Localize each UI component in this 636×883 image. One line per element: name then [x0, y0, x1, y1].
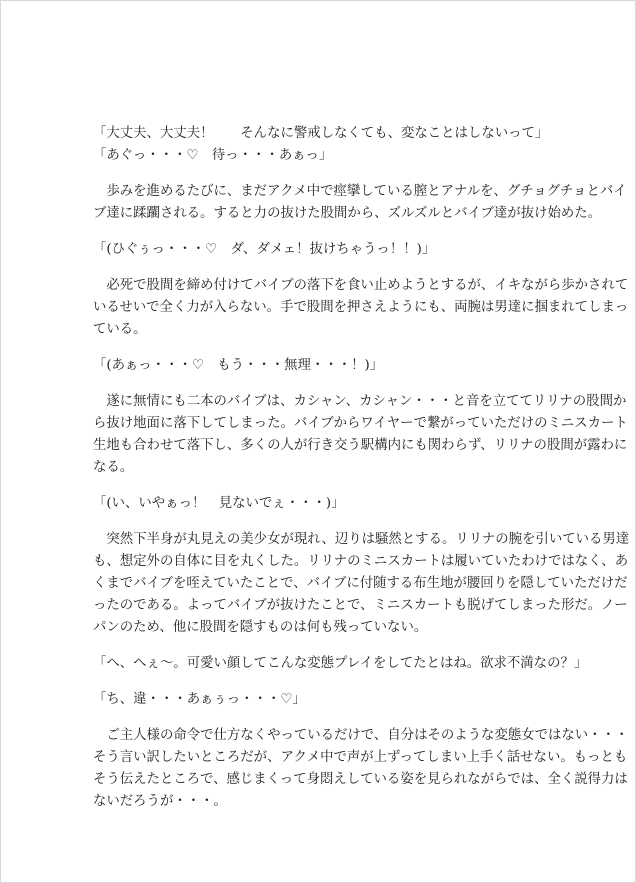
- text-line: ったのである。よってバイブが抜けたことで、ミニスカートも脱げてしまった形だ。ノー: [93, 598, 628, 613]
- text-line: 突然下半身が丸見えの美少女が現れ、辺りは騒然とする。リリナの腕を引いている男達: [93, 532, 630, 547]
- paragraph: [93, 123, 563, 167]
- text-line: 歩みを進めるたびに、まだアクメ中で痙攣している膣とアナルを、グチョグチョとバイ: [93, 184, 627, 199]
- paragraph: [93, 391, 628, 479]
- text-line: も、想定外の自体に目を丸くした。リリナのミニスカートは履いていたわけではなく、あ: [93, 554, 629, 569]
- text-line: 「(ひぐぅっ・・・♡ ダ、ダメェ！抜けちゃうっ！！)」: [93, 242, 436, 257]
- text-line: 「ち、違・・・あぁぅっ・・・♡」: [93, 692, 306, 707]
- text-line: 生地も合わせて落下し、多くの人が行き交う駅構内にも関わらず、リリナの股間が露わに: [93, 438, 628, 453]
- paragraph: [93, 653, 588, 675]
- text-line: いるせいで全く力が入らない。手で股間を押さえようにも、両腕は男達に掴まれてしまっ: [93, 300, 629, 315]
- text-line: 必死で股間を締め付けてバイブの落下を食い止めようとするが、イキながら歩かされて: [93, 278, 629, 293]
- text-line: パンのため、他に股間を隠すものは何も残っていない。: [93, 620, 428, 635]
- paragraph: [93, 689, 563, 711]
- text-line: 遂に無情にも二本のバイブは、カシャン、カシャン・・・と音を立ててリリナの股間か: [93, 394, 627, 409]
- text-line: 「あぐっ・・・♡ 待っ・・・あぁっ」: [93, 148, 333, 163]
- paragraph: [93, 239, 563, 261]
- text-line: 「(い、いやぁっ！ 見ないでぇ・・・)」: [93, 496, 345, 511]
- text-line: 「へ、へぇ～。可愛い顔してこんな変態プレイをしてたとはね。欲求不満なの？」: [93, 656, 588, 671]
- text-line: くまでバイブを咥えていたことで、バイブに付随する布生地が腰回りを隠していただけだ: [93, 576, 628, 591]
- text-line: ご主人様の命令で仕方なくやっているだけで、自分はそのような変態女ではない・・・: [93, 728, 629, 743]
- text-line: なる。: [93, 460, 134, 475]
- paragraph: [93, 529, 630, 639]
- text-line: そう伝えたところで、感じまくって身悶えしている姿を見られながらでは、全く説得力は: [93, 772, 628, 787]
- body-text: [93, 123, 630, 827]
- paragraph: [93, 493, 563, 515]
- text-line: ら抜け地面に落下してしまった。バイブからワイヤーで繋がっていただけのミニスカート: [93, 416, 628, 431]
- text-line: 「(あぁっ・・・♡ もう・・・無理・・・！)」: [93, 358, 384, 373]
- text-line: ブ達に蹂躙される。すると力の抜けた股間から、ズルズルとバイブ達が抜け始めた。: [93, 206, 602, 221]
- paragraph: [93, 275, 629, 341]
- paragraph: [93, 355, 563, 377]
- text-line: ている。: [93, 322, 147, 337]
- text-line: そう言い訳したいところだが、アクメ中で声が上ずってしまい上手く話せない。もっとも: [93, 750, 628, 765]
- paragraph: [93, 725, 629, 813]
- text-line: ないだろうが・・・。: [93, 794, 227, 809]
- text-line: 「大丈夫、大丈夫！ そんなに警戒しなくても、変なことはしないって」: [93, 126, 549, 141]
- paragraph: [93, 181, 627, 225]
